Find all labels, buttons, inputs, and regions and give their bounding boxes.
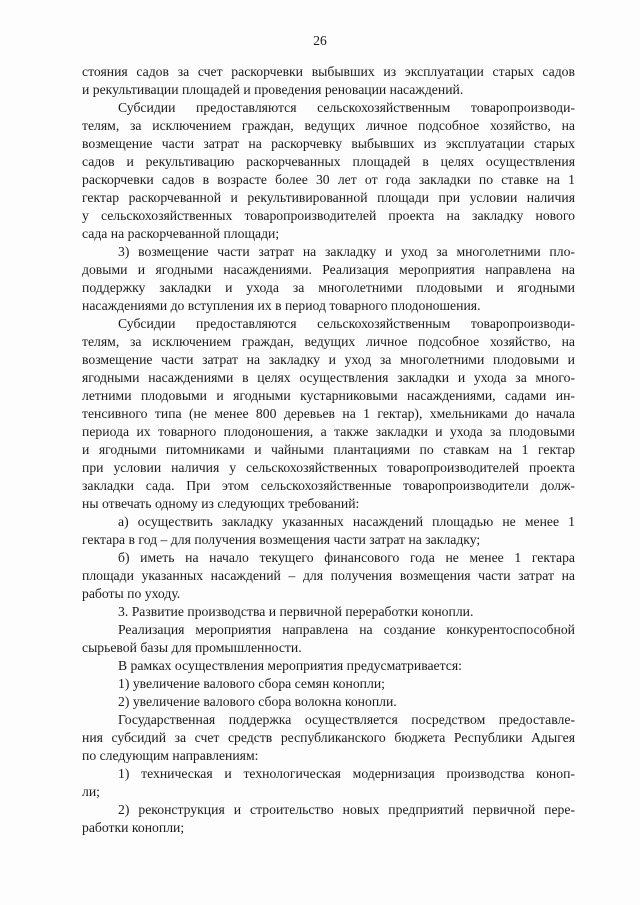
text-line: довыми и ягодными насаждениями. Реализация мероприятия направлена на <box>82 262 575 277</box>
text-line: гектар раскорчеванной и рекультивированной площади при условии наличия <box>82 190 575 205</box>
text-line: Субсидии предоставляются сельскохозяйственным товаропроизводи- <box>118 100 575 115</box>
text-line: по следующим направлениям: <box>82 748 259 763</box>
text-line: б) иметь на начало текущего финансового года не менее 1 гектара <box>118 550 575 565</box>
text-line: 3) возмещение части затрат на закладку и уход за многолетними пло- <box>118 244 575 259</box>
text-line: телям, за исключением граждан, ведущих личное подсобное хозяйство, на <box>82 334 575 349</box>
text-line: В рамках осуществления мероприятия предусматривается: <box>118 658 462 673</box>
text-line: насаждениями до вступления их в период товарного плодоношения. <box>82 298 481 313</box>
document-body <box>82 63 575 837</box>
text-line: ли; <box>82 784 100 799</box>
text-line: 3. Развитие производства и первичной переработки конопли. <box>118 604 474 619</box>
text-line: сада на раскорчеванной площади; <box>82 226 280 241</box>
text-line: гектара в год – для получения возмещения части затрат на закладку; <box>82 532 481 547</box>
text-line: телям, за исключением граждан, ведущих личное подсобное хозяйство, на <box>82 118 575 133</box>
text-line: Государственная поддержка осуществляется посредством предоставле- <box>118 712 575 727</box>
text-line: ягодными насаждениями в целях осуществления закладки и ухода за много- <box>82 370 575 385</box>
text-line: и ягодными питомниками и чайными плантациями по ставкам на 1 гектар <box>82 442 575 457</box>
text-line: 2) реконструкция и строительство новых предприятий первичной пере- <box>118 802 575 817</box>
text-line: сырьевой базы для промышленности. <box>82 640 302 655</box>
text-line: работки конопли; <box>82 820 185 835</box>
text-line: ния субсидий за счет средств республиканского бюджета Республики Адыгея <box>82 730 575 745</box>
text-line: тенсивного типа (не менее 800 деревьев на 1 гектар), хмельниками до начала <box>82 406 575 421</box>
text-line: поддержку закладки и ухода за многолетними плодовыми и ягодными <box>82 280 575 295</box>
text-line: площади указанных насаждений – для получения возмещения части затрат на <box>82 568 575 583</box>
text-line: летними плодовыми и ягодными кустарниковыми насаждениями, садами ин- <box>82 388 575 403</box>
text-line: а) осуществить закладку указанных насаждений площадью не менее 1 <box>118 514 575 529</box>
text-line: при условии наличия у сельскохозяйственных товаропроизводителей проекта <box>82 460 575 475</box>
text-line: Реализация мероприятия направлена на создание конкурентоспособной <box>118 622 575 637</box>
text-line: 1) техническая и технологическая модернизация производства коноп- <box>118 766 575 781</box>
text-line: закладки сада. При этом сельскохозяйственные товаропроизводители долж- <box>82 478 575 493</box>
text-line: возмещение части затрат на закладку и уход за многолетними плодовыми и <box>82 352 575 367</box>
text-line: ны отвечать одному из следующих требований: <box>82 496 360 511</box>
text-line: стояния садов за счет раскорчевки выбывших из эксплуатации старых садов <box>82 64 575 79</box>
page-number: 26 <box>313 33 327 48</box>
text-line: 1) увеличение валового сбора семян конопли; <box>118 676 385 691</box>
text-line: и рекультивации площадей и проведения реновации насаждений. <box>82 82 464 97</box>
text-line: возмещение части затрат на раскорчевку выбывших из эксплуатации старых <box>82 136 575 151</box>
text-line: Субсидии предоставляются сельскохозяйственным товаропроизводи- <box>118 316 575 331</box>
text-line: садов и рекультивацию раскорчеванных площадей в целях осуществления <box>82 154 575 169</box>
text-line: 2) увеличение валового сбора волокна конопли. <box>118 694 397 709</box>
text-line: раскорчевки садов в возрасте более 30 лет от года закладки по ставке на 1 <box>82 172 575 187</box>
text-line: периода их товарного плодоношения, а также закладки и ухода за плодовыми <box>82 424 575 439</box>
text-line: у сельскохозяйственных товаропроизводителей проекта на закладку нового <box>82 208 575 223</box>
text-line: работы по уходу. <box>82 586 181 601</box>
